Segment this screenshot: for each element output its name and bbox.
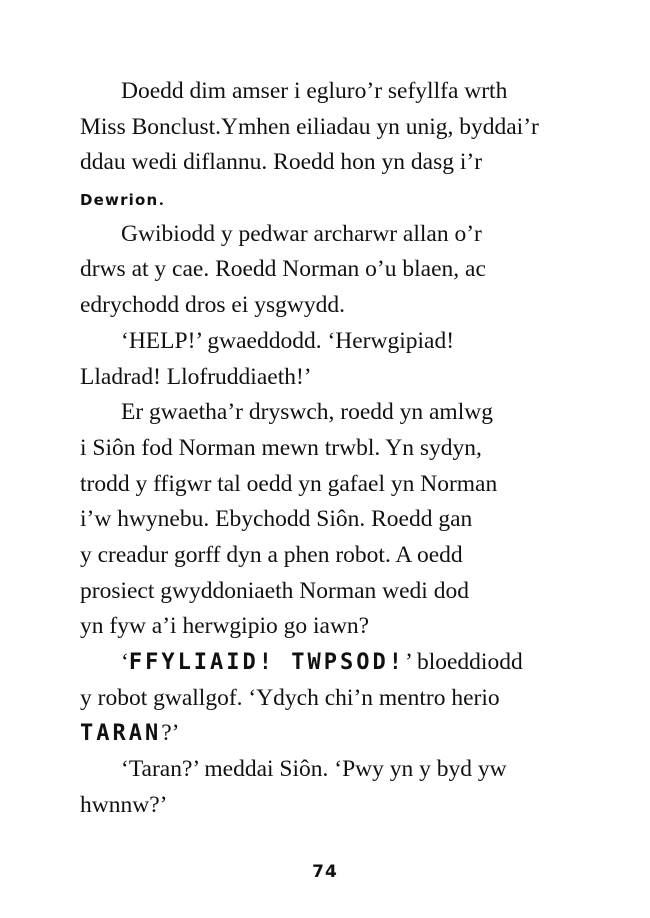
text-line: yn fyw a’i herwgipio go iawn? (80, 613, 370, 640)
text-line: ddau wedi diflannu. Roedd hon yn dasg i’r (80, 149, 483, 176)
text-line: hwnnw?’ (80, 791, 168, 818)
text-line: edrychodd dros ei ysgwydd. (80, 292, 345, 319)
text-line: Er gwaetha’r dryswch, roedd yn amlwg (121, 399, 493, 426)
text-line: i’w hwynebu. Ebychodd Siôn. Roedd gan (80, 506, 473, 533)
text-line: prosiect gwyddoniaeth Norman wedi dod (80, 577, 469, 604)
text-line: Lladrad! Llofruddiaeth!’ (80, 363, 312, 390)
robot-shout-text: FFYLIAID! TWPSOD! (128, 650, 405, 675)
taran-after: ?’ (161, 720, 180, 747)
dewrion-word: Dewrion (80, 191, 159, 210)
page-number: 74 (312, 862, 338, 882)
text-line: trodd y ffigwr tal oedd yn gafael yn Norman (80, 470, 498, 497)
text-line: ‘HELP!’ gwaeddodd. ‘Herwgipiad! (121, 327, 455, 354)
robot-quote-open: ‘ (121, 649, 129, 675)
text-line: i Siôn fod Norman mewn trwbl. Yn sydyn, (80, 434, 482, 461)
text-line: Doedd dim amser i egluro’r sefyllfa wrth (121, 78, 508, 104)
text-line: y creadur gorff dyn a phen robot. A oedd (80, 541, 463, 568)
taran-word: TARAN (80, 721, 162, 747)
text-line: ‘Taran?’ meddai Siôn. ‘Pwy yn y byd yw (121, 756, 507, 783)
text-line-dewrion (80, 181, 580, 217)
dewrion-punct: . (158, 185, 165, 212)
text-line-robot-shout (80, 645, 580, 681)
page-body (80, 74, 580, 823)
text-line: drws at y cae. Roedd Norman o’u blaen, ac (80, 256, 486, 283)
robot-shout-after: ’ bloeddiodd (405, 649, 523, 675)
text-line: y robot gwallgof. ‘Ydych chi’n mentro herio (80, 684, 500, 711)
text-line: Miss Bonclust.Ymhen eiliadau yn unig, byddai’r (80, 113, 539, 140)
text-line: Gwibiodd y pedwar archarwr allan o’r (121, 220, 482, 247)
text-line-taran (80, 716, 580, 752)
